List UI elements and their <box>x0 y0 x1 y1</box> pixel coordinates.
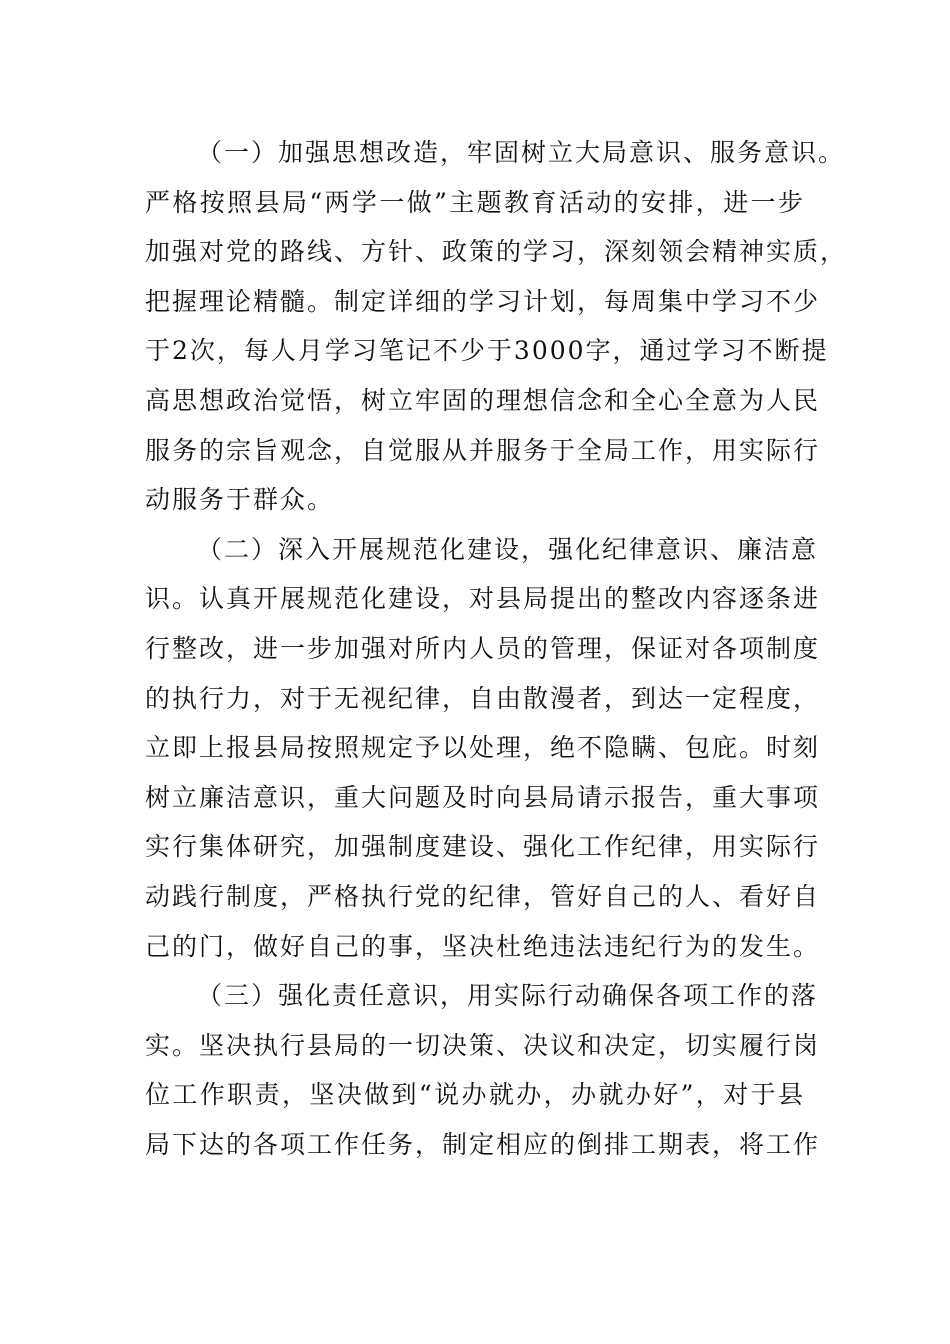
paragraph-1-line: 服务的宗旨观念，自觉服从并服务于全局工作，用实际行 <box>145 435 821 465</box>
paragraph-1-line: 高思想政治觉悟，树立牢固的理想信念和全心全意为人民 <box>145 385 821 415</box>
paragraph-2-line: 树立廉洁意识，重大问题及时向县局请示报告，重大事项 <box>145 782 821 812</box>
paragraph-2-line: 实行集体研究，加强制度建设、强化工作纪律，用实际行 <box>145 832 821 862</box>
paragraph-1-line: 严格按照县局“两学一做”主题教育活动的安排，进一步 <box>145 187 805 217</box>
paragraph-1-last-line: 动服务于群众。 <box>145 485 335 515</box>
paragraph-2-line: 动践行制度，严格执行党的纪律，管好自己的人、看好自 <box>145 881 821 911</box>
paragraph-3-line: 局下达的各项工作任务，制定相应的倒排工期表，将工作 <box>145 1129 821 1159</box>
paragraph-2-heading-line: （二）深入开展规范化建设，强化纪律意识、廉洁意 <box>197 534 819 564</box>
paragraph-2-last-line: 己的门，做好自己的事，坚决杜绝违法违纪行为的发生。 <box>145 931 821 961</box>
paragraph-2-line: 的执行力，对于无视纪律，自由散漫者，到达一定程度， <box>145 683 821 713</box>
paragraph-1-heading-line: （一）加强思想改造，牢固树立大局意识、服务意识。 <box>197 138 846 167</box>
paragraph-3-line: 实。坚决执行县局的一切决策、决议和决定，切实履行岗 <box>145 1030 821 1060</box>
document-body <box>145 128 848 1169</box>
paragraph-3-line: 位工作职责，坚决做到“说办就办，办就办好”，对于县 <box>145 1080 805 1110</box>
paragraph-1-line: 加强对党的路线、方针、政策的学习，深刻领会精神实质， <box>145 237 848 267</box>
paragraph-1-line: 于2次，每人月学习笔记不少于3000字，通过学习不断提 <box>145 336 829 366</box>
paragraph-2-line: 识。认真开展规范化建设，对县局提出的整改内容逐条进 <box>145 584 821 614</box>
paragraph-2-line: 行整改，进一步加强对所内人员的管理，保证对各项制度 <box>145 633 821 663</box>
paragraph-3-heading-line: （三）强化责任意识，用实际行动确保各项工作的落 <box>197 981 819 1011</box>
paragraph-2-line: 立即上报县局按照规定予以处理，绝不隐瞒、包庇。时刻 <box>145 733 821 763</box>
paragraph-1-line: 把握理论精髓。制定详细的学习计划，每周集中学习不少 <box>145 286 821 316</box>
